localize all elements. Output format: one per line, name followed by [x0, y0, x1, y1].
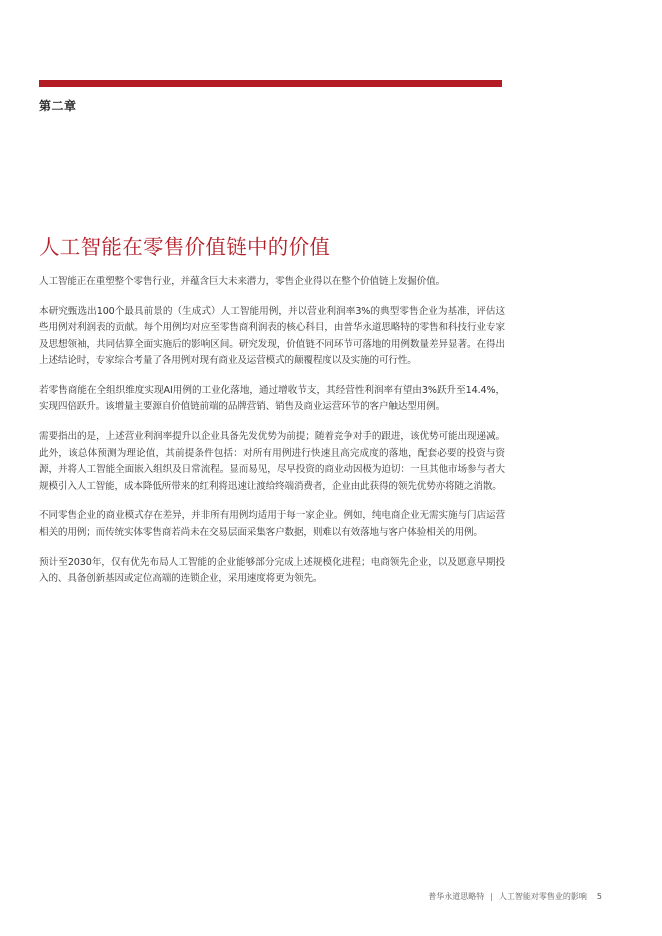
section-title: 人工智能在零售价值链中的价值 [39, 235, 331, 259]
paragraph: 本研究甄选出100个最具前景的（生成式）人工智能用例，并以营业利润率3%的典型零售企业为基准，评估这些用例对利润表的贡献。每个用例均对应至零售商利润表的核心科目，由普华永道思略特的零售和科技行业专家及思想领袖，共同估算全面实施后的影响区间。研究发现，价值链不同环节可落地的用例数量差异显著。在得出上述结论时，专家综合考量了各用例对现有商业及运营模式的颠覆程度以及实施的可行性。 [39, 305, 505, 367]
paragraph: 需要指出的是，上述营业利润率提升以企业具备先发优势为前提；随着竞争对手的跟进，该优势可能出现递减。此外，该总体预测为理论值，其前提条件包括：对所有用例进行快速且高完成度的落地，配套必要的投资与资源，并将人工智能全面嵌入组织及日常流程。显而易见，尽早投资的商业动因极为迫切：一旦其他市场参与者大规模引入人工智能，成本降低所带来的红利将迅速让渡给终端消费者，企业由此获得的领先优势亦将随之消散。 [39, 431, 505, 492]
chapter-label: 第二章 [39, 99, 77, 113]
paragraph: 预计至2030年，仅有优先布局人工智能的企业能够部分完成上述规模化进程；电商领先企业，以及愿意早期投入的、具备创新基因或定位高端的连锁企业，采用速度将更为领先。 [39, 556, 505, 585]
paragraph: 若零售商能在全组织维度实现AI用例的工业化落地，通过增收节支，其经营性利润率有望由3%跃升至14.4%，实现四倍跃升。该增量主要源自价值链前端的品牌营销、销售及商业运营环节的客户触达型用例。 [39, 385, 505, 413]
paragraph: 人工智能正在重塑整个零售行业，并蕴含巨大未来潜力，零售企业得以在整个价值链上发掘价值。 [39, 276, 446, 287]
body-text [39, 274, 505, 601]
footer-separator: | [490, 892, 493, 901]
paragraph: 不同零售企业的商业模式存在差异，并非所有用例均适用于每一家企业。例如，纯电商企业无需实施与门店运营相关的用例；而传统实体零售商若尚未在交易层面采集客户数据，则难以有效落地与客户体验相关的用例。 [39, 510, 505, 538]
footer-brand: 普华永道思略特 [428, 892, 485, 901]
page-footer [428, 891, 602, 902]
page-number: 5 [596, 892, 602, 901]
chapter-top-rule [39, 80, 502, 87]
footer-report-title: 人工智能对零售业的影响 [498, 892, 587, 901]
